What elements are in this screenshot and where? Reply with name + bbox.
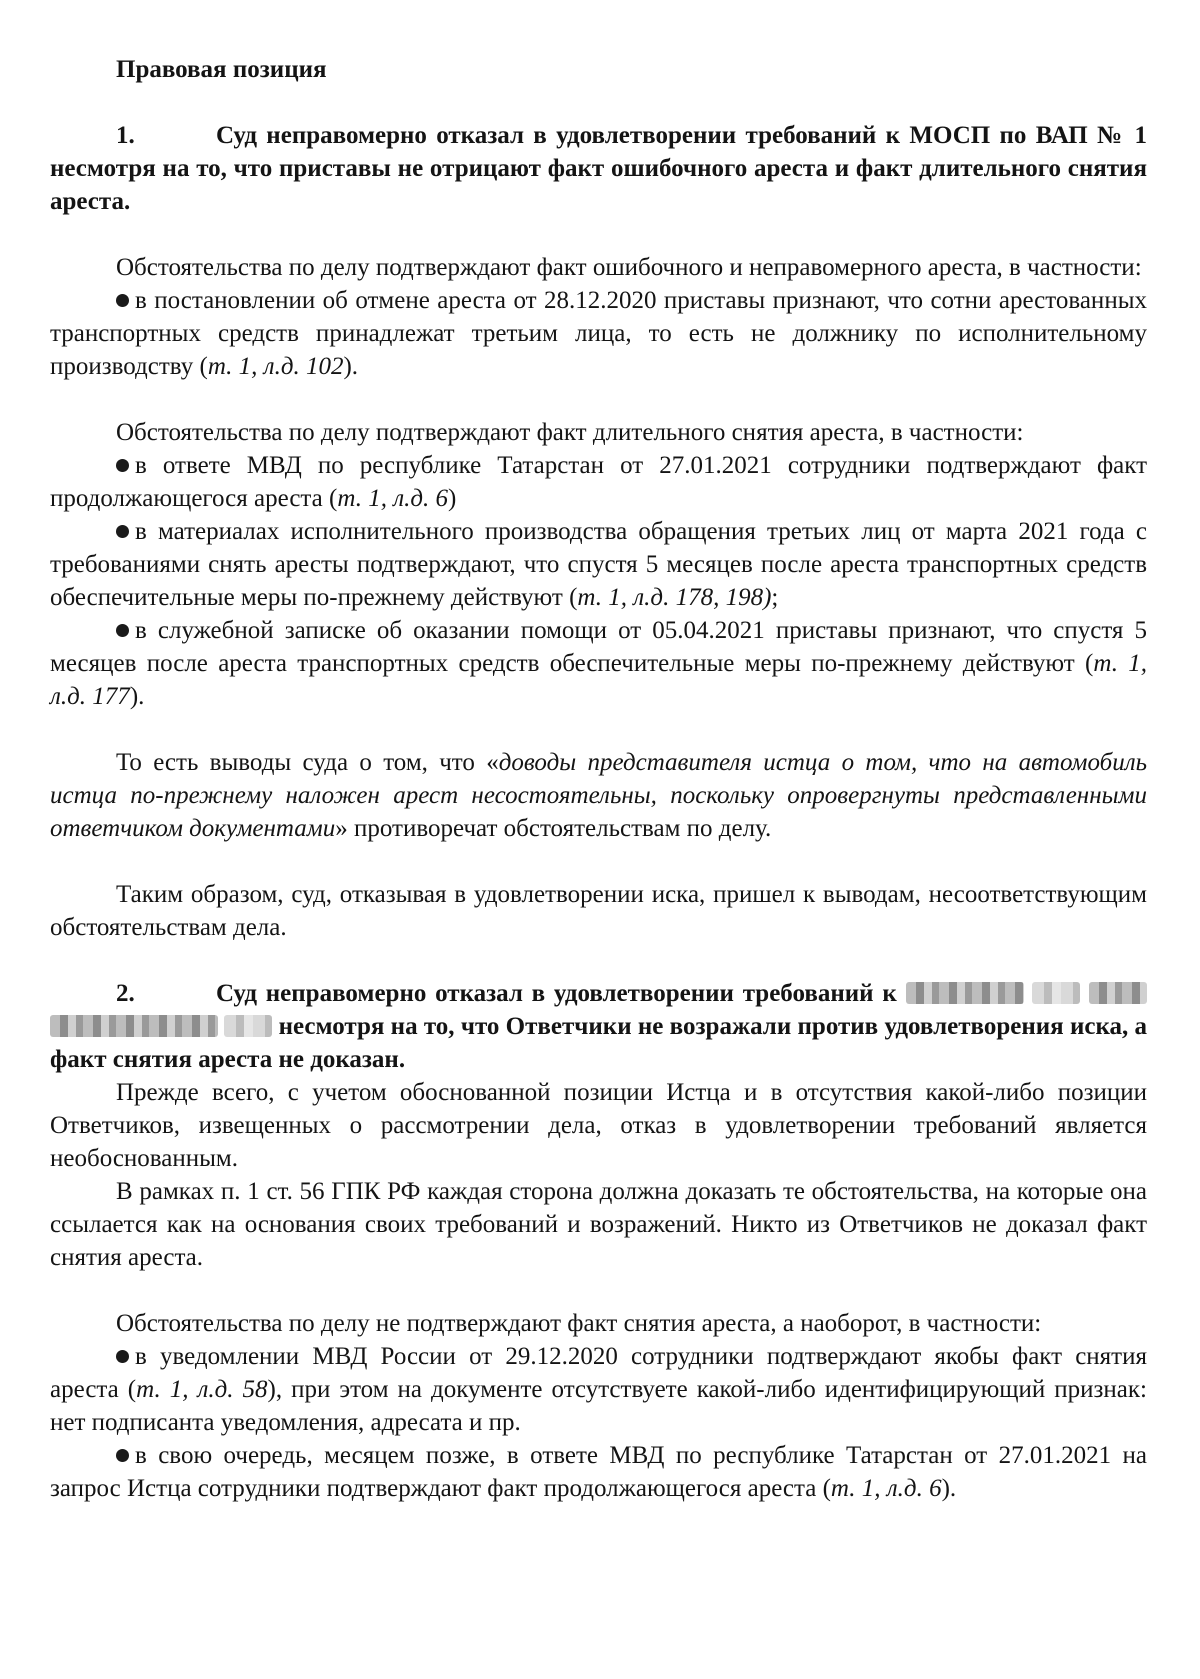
p3-tail: » противоречат обстоятельствам по делу. [335,815,772,842]
bullet-text: в постановлении об отмене ареста от 28.12.2020 приставы признают, что сотни арестованных транспортных средств принадлежат третьим лица, то есть не должнику по исполнительному производству ( [50,287,1147,380]
section-1-text: Суд неправомерно отказал в удовлетворении требований к МОСП по ВАП № 1 несмотря на то, что приставы не отрицают факт ошибочного ареста и факт длительного снятия ареста. [50,122,1147,215]
court-quote: доводы представителя истца о том, что на автомобиль истца по-прежнему наложен арест несостоятельны, поскольку опровергнуты представленными ответчиком документами [50,749,1147,842]
section-2-number: 2. [116,980,135,1007]
p1-bullet-1 [50,284,1147,383]
redacted-block [50,1015,218,1037]
case-reference: т. 1, л.д. 58 [136,1376,268,1403]
bullet-text: в свою очередь, месяцем позже, в ответе МВД по республике Татарстан от 27.01.2021 на запрос Истца сотрудники подтверждают факт продолжающегося ареста ( [50,1442,1147,1502]
p3-lead: То есть выводы суда о том, что « [116,749,499,776]
case-reference: т. 1, л.д. 6 [830,1475,942,1502]
p2-bullet-1 [50,449,1147,515]
bullet-text: в служебной записке об оказании помощи от 05.04.2021 приставы признают, что спустя 5 месяцев после ареста транспортных средств обеспечительные меры по-прежнему действуют ( [50,617,1147,677]
bullet-tail: ; [771,584,779,611]
case-reference: т. 1, л.д. 177 [50,650,1147,710]
case-reference: т. 1, л.д. 178, 198) [577,584,772,611]
p2-bullet-3 [50,614,1147,713]
bullet-tail: ). [941,1475,957,1502]
bullet-icon [116,294,129,307]
bullet-tail: ). [343,353,359,380]
p2-bullet-2 [50,515,1147,614]
bullet-icon [116,525,129,538]
bullet-text: в уведомлении МВД России от 29.12.2020 сотрудники подтверждают якобы факт снятия ареста ( [50,1343,1147,1403]
redacted-block [224,1015,272,1037]
section-2-heading [50,977,1147,1076]
redacted-block [1032,982,1080,1004]
section-2-text-start: Суд неправомерно отказал в удовлетворении требований к [216,980,897,1007]
section-1-heading [50,119,1147,218]
bullet-text: в ответе МВД по республике Татарстан от 27.01.2021 сотрудники подтверждают факт продолжающегося ареста ( [50,452,1147,512]
section-1-number: 1. [116,122,135,149]
bullet-icon [116,459,129,472]
redacted-block [1089,982,1147,1004]
document-title: Правовая позиция [116,56,327,83]
section-2-text-end: несмотря на то, что Ответчики не возражали против удовлетворения иска, а факт снятия ареста не доказан. [50,1013,1148,1073]
bullet-icon [116,624,129,637]
bullet-icon [116,1350,129,1363]
case-reference: т. 1, л.д. 102 [207,353,344,380]
bullet-tail: ) [448,485,457,512]
p7-intro: Обстоятельства по делу не подтверждают факт снятия ареста, а наоборот, в частности: [116,1310,1042,1337]
document-page [50,50,1147,1505]
p6: В рамках п. 1 ст. 56 ГПК РФ каждая сторона должна доказать те обстоятельства, на которые она ссылается как на основания своих требований и возражений. Никто из Ответчиков не доказал факт снятия ареста. [50,1178,1147,1271]
bullet-tail: ), при этом на документе отсутствуете какой-либо идентифицирующий признак: нет подписанта уведомления, адресата и пр. [50,1376,1147,1436]
p2-intro: Обстоятельства по делу подтверждают факт длительного снятия ареста, в частности: [116,419,1024,446]
redacted-block [906,982,1024,1004]
bullet-text: в материалах исполнительного производства обращения третьих лиц от марта 2021 года с требованиями снять аресты подтверждают, что спустя 5 месяцев после ареста транспортных средств обеспечительные меры по-прежнему действуют ( [50,518,1147,611]
bullet-icon [116,1449,129,1462]
case-reference: т. 1, л.д. 6 [337,485,449,512]
p5: Прежде всего, с учетом обоснованной позиции Истца и в отсутствия какой-либо позиции Ответчиков, извещенных о рассмотрении дела, отказ в удовлетворении требований является необоснованным. [50,1079,1147,1172]
p3-court-conclusion [50,746,1147,845]
p7-bullet-2 [50,1439,1147,1505]
p4-summary: Таким образом, суд, отказывая в удовлетворении иска, пришел к выводам, несоответствующим обстоятельствам дела. [50,881,1147,941]
bullet-tail: ). [129,683,145,710]
p7-bullet-1 [50,1340,1147,1439]
p1-intro: Обстоятельства по делу подтверждают факт ошибочного и неправомерного ареста, в частности: [116,254,1142,281]
